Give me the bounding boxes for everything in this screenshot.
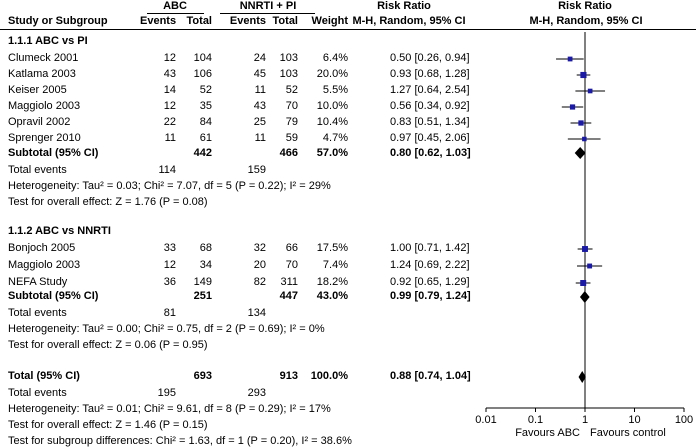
total-events2: 134 xyxy=(247,307,266,319)
total1: 149 xyxy=(193,276,212,288)
events2: 32 xyxy=(253,242,266,254)
summary-diamond xyxy=(575,147,586,159)
weight: 4.7% xyxy=(322,132,348,144)
total-events1: 195 xyxy=(157,387,176,399)
risk-ratio-ci: 0.92 [0.65, 1.29] xyxy=(390,276,470,288)
events2: 11 xyxy=(254,132,266,144)
study-name: Katlama 2003 xyxy=(8,68,76,80)
study-column-header: Study or Subgroup xyxy=(8,15,108,27)
events2: 25 xyxy=(253,116,266,128)
study-marker xyxy=(580,280,586,286)
events2: 20 xyxy=(253,259,266,271)
total-weight: 100.0% xyxy=(310,370,348,382)
subtotal-ci: 0.99 [0.79, 1.24] xyxy=(390,290,471,302)
events2-header: Events xyxy=(229,15,266,27)
study-name: Maggiolo 2003 xyxy=(8,100,81,112)
total-events1: 114 xyxy=(158,164,176,176)
events1: 22 xyxy=(163,116,176,128)
weight: 10.0% xyxy=(316,100,348,112)
x-tick-label: 0.1 xyxy=(527,414,544,426)
study-name: Maggiolo 2003 xyxy=(8,259,81,271)
total1: 35 xyxy=(199,100,212,112)
study-name: Sprenger 2010 xyxy=(8,132,81,144)
total2: 103 xyxy=(279,52,298,64)
risk-ratio-ci: 0.83 [0.51, 1.34] xyxy=(390,116,470,128)
events2: 82 xyxy=(253,276,266,288)
weight: 5.5% xyxy=(322,84,348,96)
total1: 34 xyxy=(199,259,212,271)
total2-header: Total xyxy=(272,15,298,27)
risk-ratio-ci: 0.93 [0.68, 1.28] xyxy=(390,68,470,80)
subtotal-total1: 442 xyxy=(193,147,212,159)
total-total1: 693 xyxy=(193,370,212,382)
study-marker xyxy=(582,246,588,252)
favours-left-label: Favours ABC xyxy=(515,427,580,439)
total2: 66 xyxy=(285,242,298,254)
summary-diamond xyxy=(580,291,590,303)
total1: 52 xyxy=(199,84,212,96)
heterogeneity-text: Heterogeneity: Tau² = 0.03; Chi² = 7.07, df = 5 (P = 0.22); I² = 29% xyxy=(8,180,331,192)
total-events-label: Total events xyxy=(8,307,67,319)
subtotal-weight: 57.0% xyxy=(316,147,348,159)
group1-header: ABC xyxy=(163,0,187,12)
subtotal-total2: 466 xyxy=(279,147,298,159)
weight-header: Weight xyxy=(311,15,348,27)
weight: 17.5% xyxy=(316,242,348,254)
subtotal-label: Subtotal (95% CI) xyxy=(8,290,99,302)
total-events-label: Total events xyxy=(8,164,67,176)
events2: 43 xyxy=(253,100,266,112)
total-label: Total (95% CI) xyxy=(8,370,80,382)
total1: 106 xyxy=(193,68,212,80)
group2-header: NNRTI + PI xyxy=(239,0,297,12)
overall-effect-text: Test for overall effect: Z = 1.46 (P = 0.15) xyxy=(8,419,208,431)
plot-method-header: M-H, Random, 95% CI xyxy=(529,15,643,27)
favours-right-label: Favours control xyxy=(590,427,666,439)
total1: 104 xyxy=(193,52,212,64)
subtotal-weight: 43.0% xyxy=(316,290,348,302)
total1: 68 xyxy=(199,242,212,254)
weight: 7.4% xyxy=(322,259,348,271)
study-marker xyxy=(588,89,593,94)
total1: 84 xyxy=(199,116,212,128)
total-ci: 0.88 [0.74, 1.04] xyxy=(390,370,471,382)
study-marker xyxy=(580,72,586,78)
subtotal-label: Subtotal (95% CI) xyxy=(8,147,99,159)
study-name: Clumeck 2001 xyxy=(8,52,79,64)
section-title: 1.1.1 ABC vs PI xyxy=(8,35,88,47)
events1: 11 xyxy=(164,132,176,144)
risk-ratio-ci: 0.50 [0.26, 0.94] xyxy=(390,52,470,64)
weight: 18.2% xyxy=(316,276,348,288)
risk-ratio-ci: 0.56 [0.34, 0.92] xyxy=(390,100,470,112)
risk-ratio-ci: 1.24 [0.69, 2.22] xyxy=(390,259,470,271)
study-name: Bonjoch 2005 xyxy=(8,242,76,254)
risk-ratio-ci: 1.00 [0.71, 1.42] xyxy=(390,242,470,254)
heterogeneity-text: Heterogeneity: Tau² = 0.01; Chi² = 9.61, df = 8 (P = 0.29); I² = 17% xyxy=(8,403,331,415)
subgroup-differences-text: Test for subgroup differences: Chi² = 1.63, df = 1 (P = 0.20), I² = 38.6% xyxy=(8,435,352,447)
x-tick-label: 10 xyxy=(628,414,641,426)
plot-title: Risk Ratio xyxy=(558,0,612,12)
total-events1: 81 xyxy=(163,307,176,319)
rr-method-header: M-H, Random, 95% CI xyxy=(352,15,466,27)
subtotal-total2: 447 xyxy=(279,290,298,302)
total2: 311 xyxy=(280,276,298,288)
events1: 12 xyxy=(163,52,176,64)
study-marker xyxy=(582,137,587,142)
total2: 52 xyxy=(285,84,298,96)
events1: 14 xyxy=(163,84,176,96)
study-marker xyxy=(578,120,583,125)
total2: 59 xyxy=(285,132,298,144)
events1: 12 xyxy=(163,259,176,271)
total-events2: 159 xyxy=(247,164,266,176)
events1: 33 xyxy=(163,242,176,254)
rr-title: Risk Ratio xyxy=(377,0,431,12)
x-tick-label: 0.01 xyxy=(475,414,497,426)
total1-header: Total xyxy=(186,15,212,27)
overall-effect-text: Test for overall effect: Z = 1.76 (P = 0.08) xyxy=(8,196,208,208)
study-marker xyxy=(568,57,573,62)
events1: 43 xyxy=(163,68,176,80)
section-title: 1.1.2 ABC vs NNRTI xyxy=(8,225,111,237)
x-tick-label: 1 xyxy=(581,414,589,426)
risk-ratio-ci: 1.27 [0.64, 2.54] xyxy=(390,84,470,96)
events2: 24 xyxy=(253,52,266,64)
subtotal-ci: 0.80 [0.62, 1.03] xyxy=(390,147,471,159)
total-total2: 913 xyxy=(279,370,298,382)
weight: 10.4% xyxy=(316,116,348,128)
study-name: NEFA Study xyxy=(8,276,68,288)
events1: 36 xyxy=(163,276,176,288)
x-tick-label: 100 xyxy=(674,414,694,426)
total-events2: 293 xyxy=(247,387,266,399)
risk-ratio-ci: 0.97 [0.45, 2.06] xyxy=(390,132,470,144)
events1-header: Events xyxy=(140,15,177,27)
events2: 45 xyxy=(253,68,266,80)
total-events-label: Total events xyxy=(8,387,67,399)
study-name: Keiser 2005 xyxy=(8,84,67,96)
total2: 70 xyxy=(285,100,298,112)
overall-effect-text: Test for overall effect: Z = 0.06 (P = 0.95) xyxy=(8,339,208,351)
events2: 11 xyxy=(254,84,266,96)
total2: 70 xyxy=(285,259,298,271)
study-name: Opravil 2002 xyxy=(8,116,71,128)
total2: 103 xyxy=(279,68,298,80)
weight: 6.4% xyxy=(322,52,348,64)
events1: 12 xyxy=(163,100,176,112)
study-marker xyxy=(587,264,592,269)
weight: 20.0% xyxy=(316,68,348,80)
subtotal-total1: 251 xyxy=(193,290,212,302)
study-marker xyxy=(570,104,575,109)
total2: 79 xyxy=(285,116,298,128)
total1: 61 xyxy=(199,132,212,144)
heterogeneity-text: Heterogeneity: Tau² = 0.00; Chi² = 0.75, df = 2 (P = 0.69); I² = 0% xyxy=(8,323,325,335)
